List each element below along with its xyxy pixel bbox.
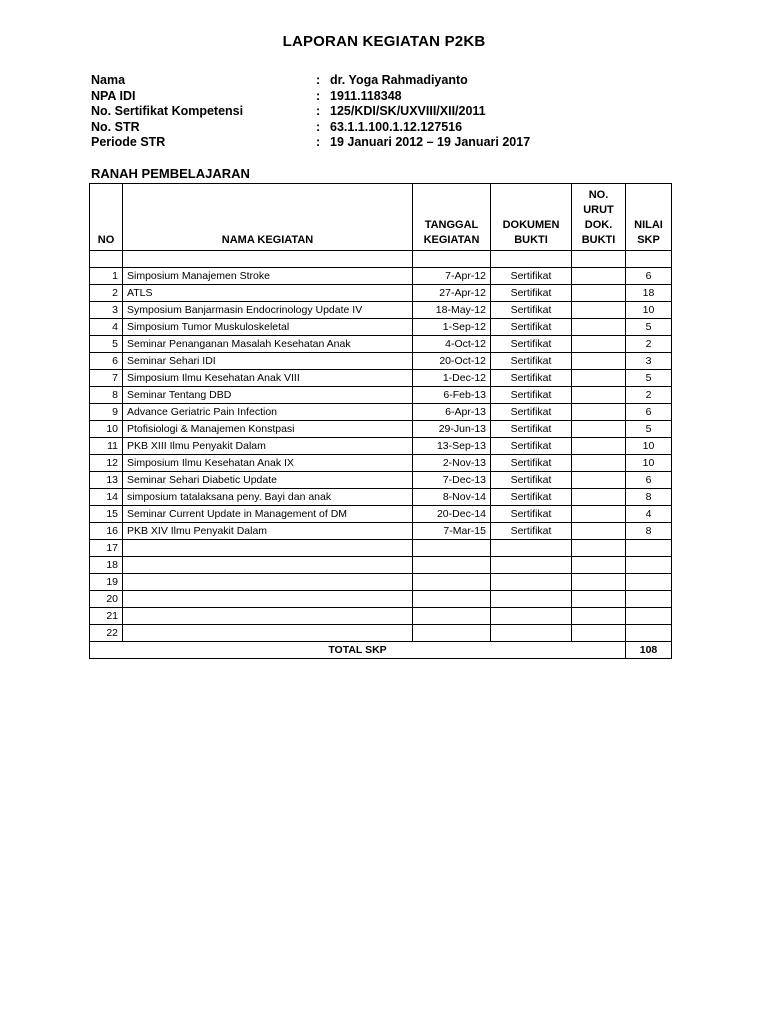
cell-no: 9 bbox=[90, 404, 123, 421]
cell-nama-kegiatan bbox=[123, 574, 413, 591]
cell-no: 13 bbox=[90, 472, 123, 489]
cell-dokumen bbox=[491, 540, 572, 557]
cell-nama-kegiatan: Ptofisiologi & Manajemen Konstpasi bbox=[123, 421, 413, 438]
cell-tanggal: 2-Nov-13 bbox=[413, 455, 491, 472]
cell-dokumen bbox=[491, 557, 572, 574]
cell-no: 6 bbox=[90, 353, 123, 370]
cell-no: 3 bbox=[90, 302, 123, 319]
info-row-periode bbox=[91, 135, 530, 151]
cell-nama-kegiatan: Simposium Tumor Muskuloskeletal bbox=[123, 319, 413, 336]
cell-no-urut bbox=[572, 404, 626, 421]
cell-nama-kegiatan: Simposium Ilmu Kesehatan Anak IX bbox=[123, 455, 413, 472]
table-row bbox=[90, 557, 672, 574]
table-row bbox=[90, 540, 672, 557]
table-row bbox=[90, 506, 672, 523]
cell-nilai-skp bbox=[626, 557, 672, 574]
cell-dokumen bbox=[491, 608, 572, 625]
cell-nilai-skp: 10 bbox=[626, 302, 672, 319]
cell-no: 18 bbox=[90, 557, 123, 574]
cell-nama-kegiatan: Simposium Ilmu Kesehatan Anak VIII bbox=[123, 370, 413, 387]
cell-nilai-skp bbox=[626, 608, 672, 625]
info-value: 1911.118348 bbox=[330, 88, 402, 103]
header-tanggal bbox=[413, 184, 491, 251]
cell-no: 8 bbox=[90, 387, 123, 404]
cell-nama-kegiatan bbox=[123, 625, 413, 642]
cell-tanggal: 20-Oct-12 bbox=[413, 353, 491, 370]
cell-nama-kegiatan: Symposium Banjarmasin Endocrinology Update IV bbox=[123, 302, 413, 319]
cell-nilai-skp bbox=[626, 574, 672, 591]
table-body bbox=[90, 268, 672, 642]
cell-no-urut bbox=[572, 506, 626, 523]
table-row bbox=[90, 302, 672, 319]
cell-no-urut bbox=[572, 319, 626, 336]
cell-dokumen: Sertifikat bbox=[491, 438, 572, 455]
info-value: dr. Yoga Rahmadiyanto bbox=[330, 73, 468, 87]
header-line: BUKTI bbox=[514, 234, 548, 246]
cell-nama-kegiatan bbox=[123, 591, 413, 608]
table-row bbox=[90, 574, 672, 591]
cell-tanggal: 7-Dec-13 bbox=[413, 472, 491, 489]
cell-dokumen: Sertifikat bbox=[491, 472, 572, 489]
cell-nilai-skp: 2 bbox=[626, 387, 672, 404]
cell-tanggal bbox=[413, 574, 491, 591]
spacer-cell bbox=[413, 251, 491, 268]
spacer-cell bbox=[572, 251, 626, 268]
info-colon: : bbox=[316, 119, 321, 134]
info-colon: : bbox=[316, 73, 321, 87]
cell-dokumen: Sertifikat bbox=[491, 404, 572, 421]
cell-dokumen: Sertifikat bbox=[491, 268, 572, 285]
table-row bbox=[90, 353, 672, 370]
cell-no-urut bbox=[572, 285, 626, 302]
spacer-cell bbox=[123, 251, 413, 268]
cell-nilai-skp: 10 bbox=[626, 455, 672, 472]
cell-nilai-skp bbox=[626, 591, 672, 608]
header-dokumen bbox=[491, 184, 572, 251]
table-row bbox=[90, 370, 672, 387]
total-row bbox=[90, 642, 672, 659]
cell-no: 12 bbox=[90, 455, 123, 472]
cell-dokumen: Sertifikat bbox=[491, 506, 572, 523]
cell-nama-kegiatan: Seminar Current Update in Management of DM bbox=[123, 506, 413, 523]
table-row bbox=[90, 438, 672, 455]
cell-no: 4 bbox=[90, 319, 123, 336]
spacer-cell bbox=[90, 251, 123, 268]
info-value: 63.1.1.100.1.12.127516 bbox=[330, 119, 463, 134]
cell-nama-kegiatan: Seminar Tentang DBD bbox=[123, 387, 413, 404]
cell-no-urut bbox=[572, 268, 626, 285]
header-line: DOK. bbox=[584, 219, 613, 231]
header-line: SKP bbox=[637, 234, 660, 246]
cell-nilai-skp: 6 bbox=[626, 404, 672, 421]
table-row bbox=[90, 387, 672, 404]
cell-no: 19 bbox=[90, 574, 123, 591]
cell-nilai-skp: 8 bbox=[626, 523, 672, 540]
info-colon: : bbox=[316, 104, 321, 118]
cell-dokumen: Sertifikat bbox=[491, 336, 572, 353]
table-row bbox=[90, 268, 672, 285]
info-value: 19 Januari 2012 – 19 Januari 2017 bbox=[330, 135, 531, 149]
cell-no-urut bbox=[572, 523, 626, 540]
spacer-cell bbox=[626, 251, 672, 268]
cell-nama-kegiatan: Seminar Sehari Diabetic Update bbox=[123, 472, 413, 489]
header-line: BUKTI bbox=[581, 234, 616, 246]
cell-tanggal: 1-Sep-12 bbox=[413, 319, 491, 336]
table-row bbox=[90, 455, 672, 472]
cell-no: 1 bbox=[90, 268, 123, 285]
cell-tanggal: 6-Feb-13 bbox=[413, 387, 491, 404]
cell-dokumen: Sertifikat bbox=[491, 370, 572, 387]
cell-dokumen: Sertifikat bbox=[491, 455, 572, 472]
cell-dokumen: Sertifikat bbox=[491, 319, 572, 336]
info-label: No. STR bbox=[91, 119, 140, 134]
cell-nama-kegiatan: Seminar Penanganan Masalah Kesehatan Anak bbox=[123, 336, 413, 353]
cell-tanggal bbox=[413, 608, 491, 625]
table-row bbox=[90, 608, 672, 625]
info-label: Periode STR bbox=[91, 135, 166, 149]
info-colon: : bbox=[316, 88, 321, 103]
cell-dokumen: Sertifikat bbox=[491, 489, 572, 506]
cell-nilai-skp: 5 bbox=[626, 319, 672, 336]
page-title: LAPORAN KEGIATAN P2KB bbox=[282, 33, 486, 50]
header-nama-kegiatan: NAMA KEGIATAN bbox=[123, 184, 413, 251]
cell-nilai-skp bbox=[626, 625, 672, 642]
cell-no: 2 bbox=[90, 285, 123, 302]
cell-nilai-skp bbox=[626, 540, 672, 557]
cell-dokumen bbox=[491, 574, 572, 591]
cell-no-urut bbox=[572, 370, 626, 387]
cell-tanggal: 1-Dec-12 bbox=[413, 370, 491, 387]
header-nilai-skp bbox=[626, 184, 672, 251]
cell-dokumen: Sertifikat bbox=[491, 523, 572, 540]
cell-tanggal: 13-Sep-13 bbox=[413, 438, 491, 455]
cell-nilai-skp: 4 bbox=[626, 506, 672, 523]
table-row bbox=[90, 523, 672, 540]
cell-nilai-skp: 5 bbox=[626, 370, 672, 387]
cell-no-urut bbox=[572, 608, 626, 625]
table-spacer-row bbox=[90, 251, 672, 268]
cell-nilai-skp: 3 bbox=[626, 353, 672, 370]
cell-no: 22 bbox=[90, 625, 123, 642]
cell-dokumen: Sertifikat bbox=[491, 353, 572, 370]
cell-no: 11 bbox=[90, 438, 123, 455]
info-label: NPA IDI bbox=[91, 88, 136, 103]
cell-dokumen: Sertifikat bbox=[491, 387, 572, 404]
table-row bbox=[90, 285, 672, 302]
cell-nilai-skp: 10 bbox=[626, 438, 672, 455]
table-row bbox=[90, 625, 672, 642]
cell-tanggal: 4-Oct-12 bbox=[413, 336, 491, 353]
info-row-str bbox=[91, 120, 530, 136]
cell-nama-kegiatan bbox=[123, 557, 413, 574]
cell-no-urut bbox=[572, 421, 626, 438]
cell-nilai-skp: 8 bbox=[626, 489, 672, 506]
cell-nama-kegiatan: PKB XIV Ilmu Penyakit Dalam bbox=[123, 523, 413, 540]
info-label: No. Sertifikat Kompetensi bbox=[91, 104, 244, 118]
identity-info bbox=[91, 73, 530, 151]
cell-no: 7 bbox=[90, 370, 123, 387]
cell-tanggal bbox=[413, 557, 491, 574]
cell-no: 21 bbox=[90, 608, 123, 625]
cell-nama-kegiatan: Advance Geriatric Pain Infection bbox=[123, 404, 413, 421]
cell-no-urut bbox=[572, 302, 626, 319]
cell-no: 10 bbox=[90, 421, 123, 438]
cell-nilai-skp: 6 bbox=[626, 472, 672, 489]
info-row-sertifikat bbox=[91, 104, 530, 120]
section-title: RANAH PEMBELAJARAN bbox=[91, 166, 250, 181]
header-no: NO bbox=[90, 184, 123, 251]
cell-tanggal: 29-Jun-13 bbox=[413, 421, 491, 438]
header-line: DOKUMEN bbox=[502, 219, 560, 231]
cell-nama-kegiatan: ATLS bbox=[123, 285, 413, 302]
cell-no-urut bbox=[572, 455, 626, 472]
activity-table bbox=[89, 183, 672, 659]
table-row bbox=[90, 472, 672, 489]
header-line: URUT bbox=[583, 204, 614, 216]
cell-nama-kegiatan bbox=[123, 540, 413, 557]
cell-tanggal bbox=[413, 591, 491, 608]
cell-no: 20 bbox=[90, 591, 123, 608]
info-label: Nama bbox=[91, 73, 126, 87]
cell-dokumen bbox=[491, 625, 572, 642]
cell-tanggal: 7-Apr-12 bbox=[413, 268, 491, 285]
cell-no: 5 bbox=[90, 336, 123, 353]
spacer-cell bbox=[491, 251, 572, 268]
total-value: 108 bbox=[626, 642, 672, 659]
table-row bbox=[90, 404, 672, 421]
cell-no: 17 bbox=[90, 540, 123, 557]
table-row bbox=[90, 489, 672, 506]
cell-nilai-skp: 5 bbox=[626, 421, 672, 438]
table-row bbox=[90, 421, 672, 438]
cell-nilai-skp: 2 bbox=[626, 336, 672, 353]
cell-no: 16 bbox=[90, 523, 123, 540]
cell-tanggal: 20-Dec-14 bbox=[413, 506, 491, 523]
cell-tanggal bbox=[413, 625, 491, 642]
header-line: NILAI bbox=[634, 219, 663, 231]
cell-no-urut bbox=[572, 438, 626, 455]
header-no-urut bbox=[572, 184, 626, 251]
cell-no-urut bbox=[572, 472, 626, 489]
header-line: TANGGAL bbox=[424, 219, 479, 231]
table-header-row bbox=[90, 184, 672, 251]
table-row bbox=[90, 336, 672, 353]
cell-nama-kegiatan: simposium tatalaksana peny. Bayi dan anak bbox=[123, 489, 413, 506]
cell-dokumen: Sertifikat bbox=[491, 421, 572, 438]
header-line: NO. bbox=[588, 189, 609, 201]
cell-no-urut bbox=[572, 625, 626, 642]
cell-no: 15 bbox=[90, 506, 123, 523]
cell-no: 14 bbox=[90, 489, 123, 506]
cell-no-urut bbox=[572, 489, 626, 506]
cell-nama-kegiatan bbox=[123, 608, 413, 625]
cell-dokumen: Sertifikat bbox=[491, 285, 572, 302]
total-label: TOTAL SKP bbox=[90, 642, 626, 659]
cell-nilai-skp: 18 bbox=[626, 285, 672, 302]
cell-tanggal bbox=[413, 540, 491, 557]
info-row-npa-idi bbox=[91, 89, 530, 105]
cell-dokumen bbox=[491, 591, 572, 608]
info-value: 125/KDI/SK/UXVIII/XII/2011 bbox=[330, 104, 486, 118]
cell-tanggal: 27-Apr-12 bbox=[413, 285, 491, 302]
cell-tanggal: 7-Mar-15 bbox=[413, 523, 491, 540]
cell-no-urut bbox=[572, 591, 626, 608]
header-line: KEGIATAN bbox=[423, 234, 480, 246]
cell-tanggal: 6-Apr-13 bbox=[413, 404, 491, 421]
cell-no-urut bbox=[572, 353, 626, 370]
cell-no-urut bbox=[572, 387, 626, 404]
cell-no-urut bbox=[572, 557, 626, 574]
info-row-nama bbox=[91, 73, 530, 89]
cell-nama-kegiatan: Simposium Manajemen Stroke bbox=[123, 268, 413, 285]
cell-nilai-skp: 6 bbox=[626, 268, 672, 285]
cell-no-urut bbox=[572, 574, 626, 591]
table-row bbox=[90, 319, 672, 336]
cell-dokumen: Sertifikat bbox=[491, 302, 572, 319]
info-colon: : bbox=[316, 135, 321, 149]
cell-tanggal: 18-May-12 bbox=[413, 302, 491, 319]
cell-no-urut bbox=[572, 540, 626, 557]
cell-tanggal: 8-Nov-14 bbox=[413, 489, 491, 506]
cell-nama-kegiatan: PKB XIII Ilmu Penyakit Dalam bbox=[123, 438, 413, 455]
cell-no-urut bbox=[572, 336, 626, 353]
table-row bbox=[90, 591, 672, 608]
cell-nama-kegiatan: Seminar Sehari IDI bbox=[123, 353, 413, 370]
